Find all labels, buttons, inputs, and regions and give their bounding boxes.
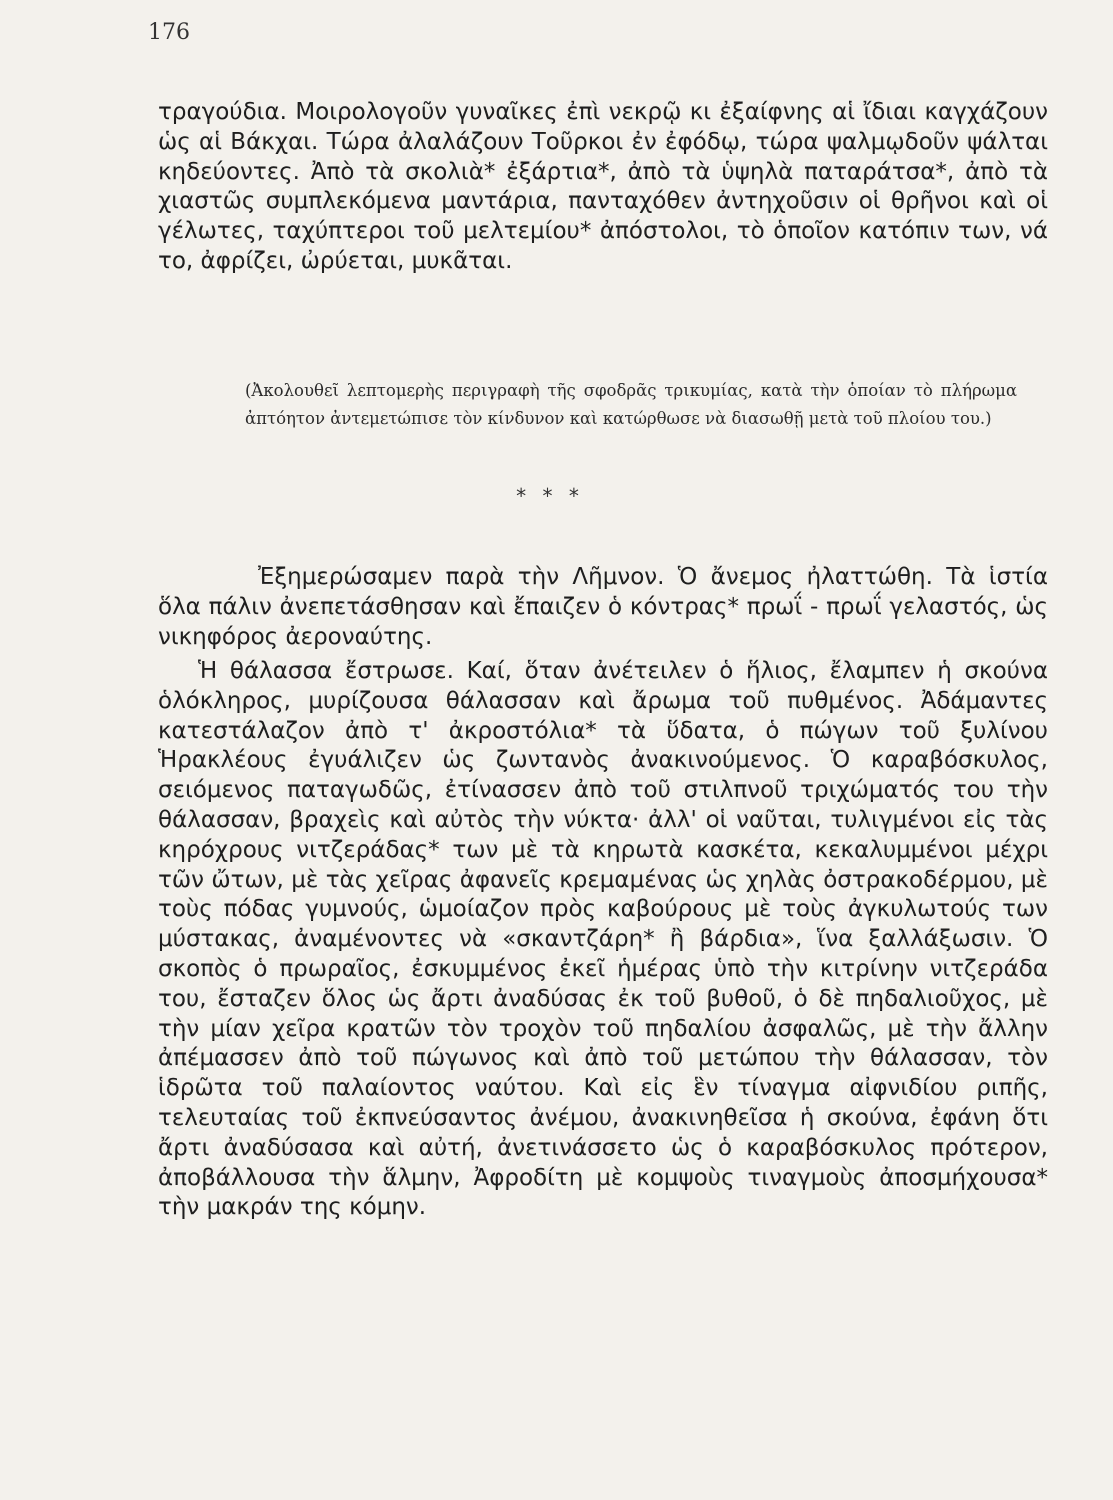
section-separator: * * * [516,484,584,508]
editorial-note: (Ἀκολουθεῖ λεπτομερὴς περιγραφὴ τῆς σφοδρᾶς τρικυμίας, κατὰ τὴν ὁποίαν τὸ πλήρωμα ἀπτόητον ἀντεμετώπισε τὸν κίνδυνον καὶ κατώρθωσε νὰ διασωθῇ μετὰ τοῦ πλοίου του.) [245,381,1017,428]
paragraph-3: Ἡ θάλασσα ἔστρωσε. Καί, ὅταν ἀνέτειλεν ὁ ἥλιος, ἔλαμπεν ἡ σκούνα ὁλόκληρος, μυρίζουσα θάλασσαν καὶ ἄρωμα τοῦ πυθμένος. Ἀδάμαντες κατεστάλαζον ἀπὸ τ' ἀκροστόλια* τὰ ὕδατα, ὁ πώγων τοῦ ξυλίνου Ἡρακλέους ἐγυάλιζεν ὡς ζωντανὸς ἀνακινούμενος. Ὁ καραβόσκυλος, σειόμενος παταγωδῶς, ἐτίνασσεν ἀπὸ τοῦ στιλπνοῦ τριχώματός του τὴν θάλασσαν, βραχεὶς καὶ αὐτὸς τὴν νύκτα· ἀλλ' οἱ ναῦται, τυλιγμένοι εἰς τὰς κηρόχρους νιτζεράδας* των μὲ τὰ κηρωτὰ κασκέτα, κεκαλυμμένοι μέχρι τῶν ὤτων, μὲ τὰς χεῖρας ἀφανεῖς κρεμαμένας ὡς χηλὰς ὀστρακοδέρμου, μὲ τοὺς πόδας γυμνούς, ὡμοίαζον πρὸς καβούρους μὲ τοὺς ἀγκυλωτούς των μύστακας, ἀναμένοντες νὰ «σκαντζάρη* ἢ βάρδια», ἵνα ξαλλάξωσιν. Ὁ σκοπὸς ὁ πρωραῖος, ἐσκυμμένος ἐκεῖ ἡμέρας ὑπὸ τὴν κιτρίνην νιτζεράδα του, ἔσταζεν ὅλος ὡς ἄρτι ἀναδύσας ἐκ τοῦ βυθοῦ, ὁ δὲ πηδαλιοῦχος, μὲ τὴν μίαν χεῖρα κρατῶν τὸν τροχὸν τοῦ πηδαλίου ἀσφαλῶς, μὲ τὴν ἄλλην ἀπέμασσεν ἀπὸ τοῦ πώγωνος καὶ ἀπὸ τοῦ μετώπου τὴν θάλασσαν, τὸν ἱδρῶτα τοῦ παλαίοντος ναύτου. Καὶ εἰς ἓν τίναγμα αἰφνιδίου ριπῆς, τελευταίας τοῦ ἐκπνεύσαντος ἀνέμου, ἀνακινηθεῖσα ἡ σκούνα, ἐφάνη ὅτι ἄρτι ἀναδύσασα καὶ αὐτή, ἀνετινάσσετο ὡς ὁ καραβόσκυλος πρότερον, ἀποβάλλουσα τὴν ἅλμην, Ἀφροδίτη μὲ κομψοὺς τιναγμοὺς ἀποσμήχουσα* τὴν μακράν της κόμην. [158,658,1048,1221]
paragraph-1: τραγούδια. Μοιρολογοῦν γυναῖκες ἐπὶ νεκρῷ κι ἐξαίφνης αἱ ἴδιαι καγχάζουν ὡς αἱ Βάκχαι. Τώρα ἀλαλάζουν Τοῦρκοι ἐν ἐφόδῳ, τώρα ψαλμῳδοῦν ψάλται κηδεύοντες. Ἀπὸ τὰ σκολιὰ* ἐξάρτια*, ἀπὸ τὰ ὑψηλὰ παταράτσα*, ἀπὸ τὰ χιαστῶς συμπλεκόμενα μαντάρια, πανταχόθεν ἀντηχοῦσιν οἱ θρῆνοι καὶ οἱ γέλωτες, ταχύπτεροι τοῦ μελτεμίου* ἀπόστολοι, τὸ ὁποῖον κατόπιν των, νά το, ἀφρίζει, ὠρύεται, μυκᾶται. [158,99,1048,274]
paragraph-2: Ἐξημερώσαμεν παρὰ τὴν Λῆμνον. Ὁ ἄνεμος ἠλαττώθη. Τὰ ἱστία ὅλα πάλιν ἀνεπετάσθησαν καὶ ἔπαιζεν ὁ κόντρας* πρωΐ - πρωΐ γελαστός, ὡς νικηφόρος ἀεροναύτης. [158,564,1048,650]
page-number: 176 [148,20,190,45]
